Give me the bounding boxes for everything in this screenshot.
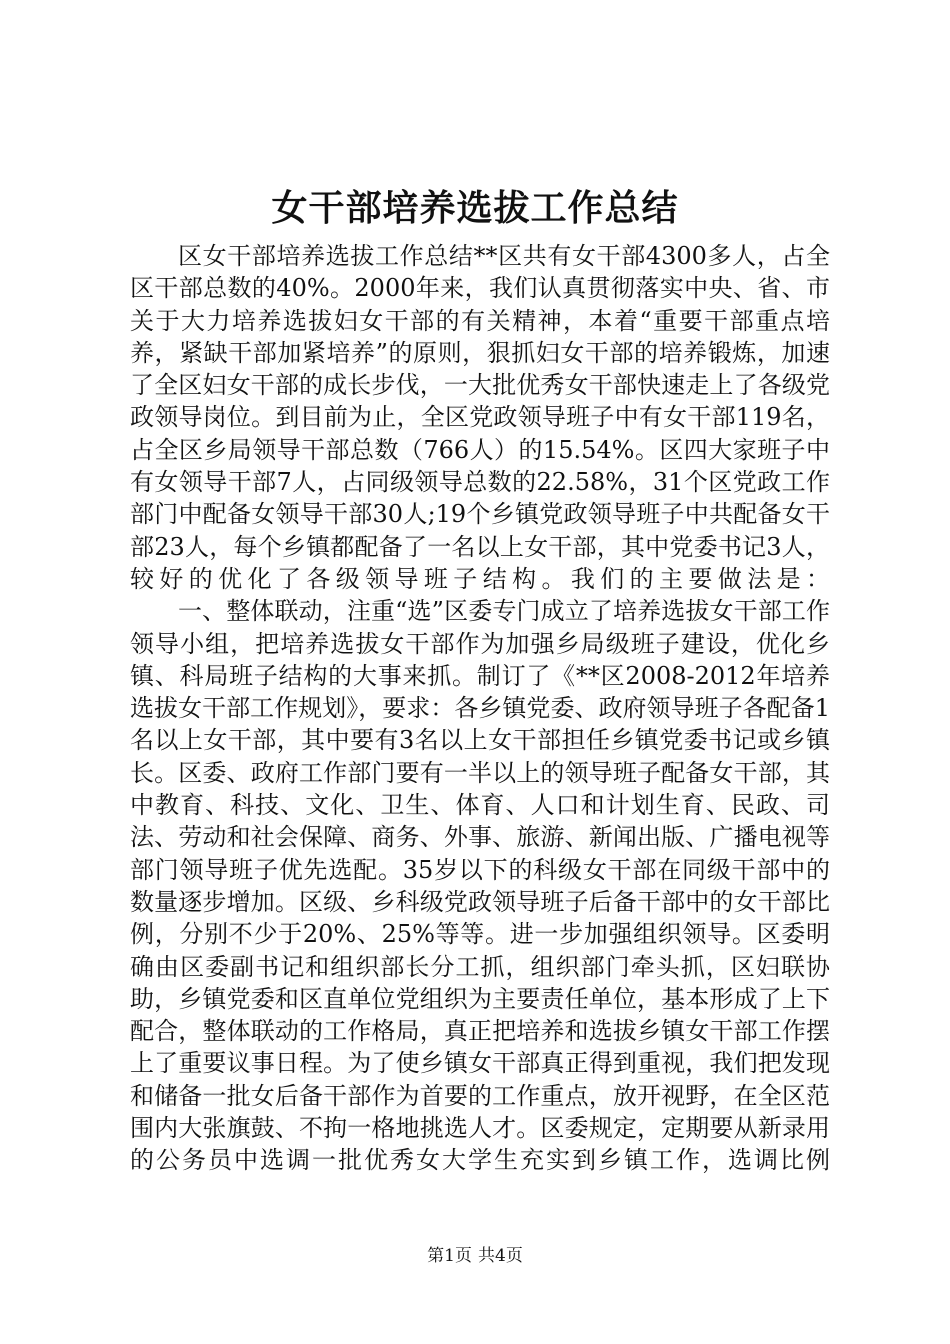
page-total: 共4页 xyxy=(478,1246,523,1266)
page-footer xyxy=(0,1245,950,1267)
body-paragraph-section-one: 一、整体联动，注重“选”区委专门成立了培养选拔女干部工作领导小组，把培养选拔女干部作为加强乡局级班子建设，优化乡镇、科局班子结构的大事来抓。制订了《**区2008-2012年培养选拔女干部工作规划》，要求：各乡镇党委、政府领导班子各配备1名以上女干部，其中要有3名以上女干部担任乡镇党委书记或乡镇长。区委、政府工作部门要有一半以上的领导班子配备女干部，其中教育、科技、文化、卫生、体育、人口和计划生育、民政、司法、劳动和社会保障、商务、外事、旅游、新闻出版、广播电视等部门领导班子优先选配。35岁以下的科级女干部在同级干部中的数量逐步增加。区级、乡科级党政领导班子后备干部中的女干部比例，分别不少于20%、25%等等。进一步加强组织领导。区委明确由区委副书记和组织部长分工抓，组织部门牵头抓，区妇联协助，乡镇党委和区直单位党组织为主要责任单位，基本形成了上下配合，整体联动的工作格局，真正把培养和选拔乡镇女干部工作摆上了重要议事日程。为了使乡镇女干部真正得到重视，我们把发现和储备一批女后备干部作为首要的工作重点，放开视野，在全区范围内大张旗鼓、不拘一格地挑选人才。区委规定，定期要从新录用的公务员中选调一批优秀女大学生充实到乡镇工作，选调比例 xyxy=(130,597,830,1175)
page-number: 第1页 xyxy=(427,1246,472,1266)
document-body xyxy=(130,240,830,1177)
document-title: 女干部培养选拔工作总结 xyxy=(271,187,679,229)
body-paragraph-intro: 区女干部培养选拔工作总结**区共有女干部4300多人，占全区干部总数的40%。2000年来，我们认真贯彻落实中央、省、市关于大力培养选拔妇女干部的有关精神，本着“重要干部重点培养，紧缺干部加紧培养”的原则，狠抓妇女干部的培养锻炼，加速了全区妇女干部的成长步伐，一大批优秀女干部快速走上了各级党政领导岗位。到目前为止，全区党政领导班子中有女干部119名，占全区乡局领导干部总数（766人）的15.54%。区四大家班子中有女领导干部7人，占同级领导总数的22.58%，31个区党政工作部门中配备女领导干部30人;19个乡镇党政领导班子中共配备女干部23人，每个乡镇都配备了一名以上女干部，其中党委书记3人，较好的优化了各级领导班子结构。我们的主要做法是： xyxy=(130,242,830,593)
